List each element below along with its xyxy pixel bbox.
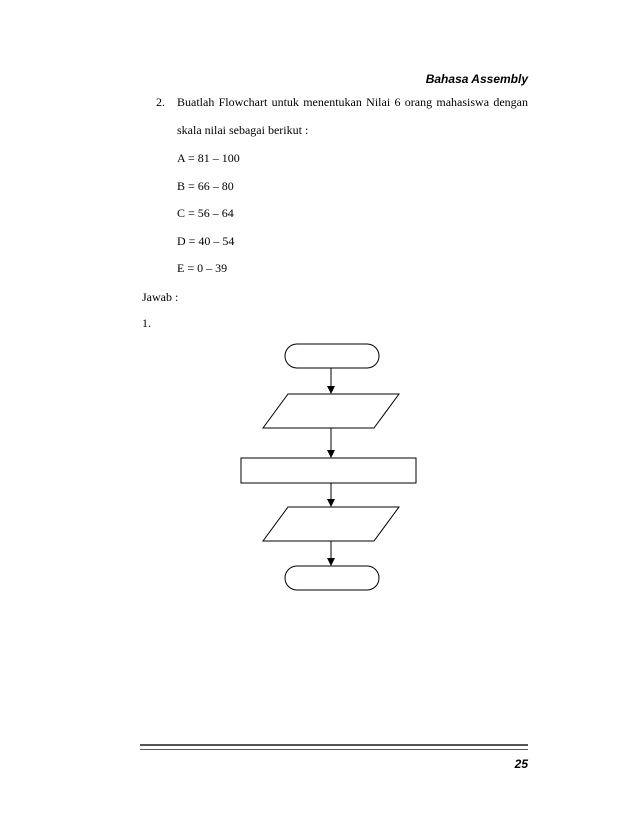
answer-label: Jawab : — [142, 290, 179, 304]
page-number: 25 — [514, 757, 528, 771]
footer-rule-thick — [140, 744, 528, 746]
scale-item-b: B = 66 – 80 — [177, 179, 234, 193]
scale-item-e: E = 0 – 39 — [177, 261, 228, 275]
scale-item-c: C = 56 – 64 — [177, 206, 234, 220]
answer-item-number: 1. — [142, 316, 151, 330]
flowchart-output-parallelogram — [263, 507, 399, 541]
flowchart-process-rectangle — [241, 458, 416, 483]
question-text-line-1: Buatlah Flowchart untuk menentukan Nilai 6 orang mahasiswa dengan — [177, 95, 528, 109]
scale-item-a: A = 81 – 100 — [177, 151, 240, 165]
flowchart-input-parallelogram — [263, 394, 399, 428]
header-title: Bahasa Assembly — [425, 72, 528, 86]
scale-item-d: D = 40 – 54 — [177, 234, 235, 248]
flowchart-end-terminal — [285, 566, 379, 590]
flowchart-start-terminal — [285, 344, 379, 368]
footer-rule-thin — [140, 749, 528, 750]
question-number: 2. — [156, 95, 165, 109]
question-text-line-2: skala nilai sebagai berikut : — [177, 123, 309, 137]
